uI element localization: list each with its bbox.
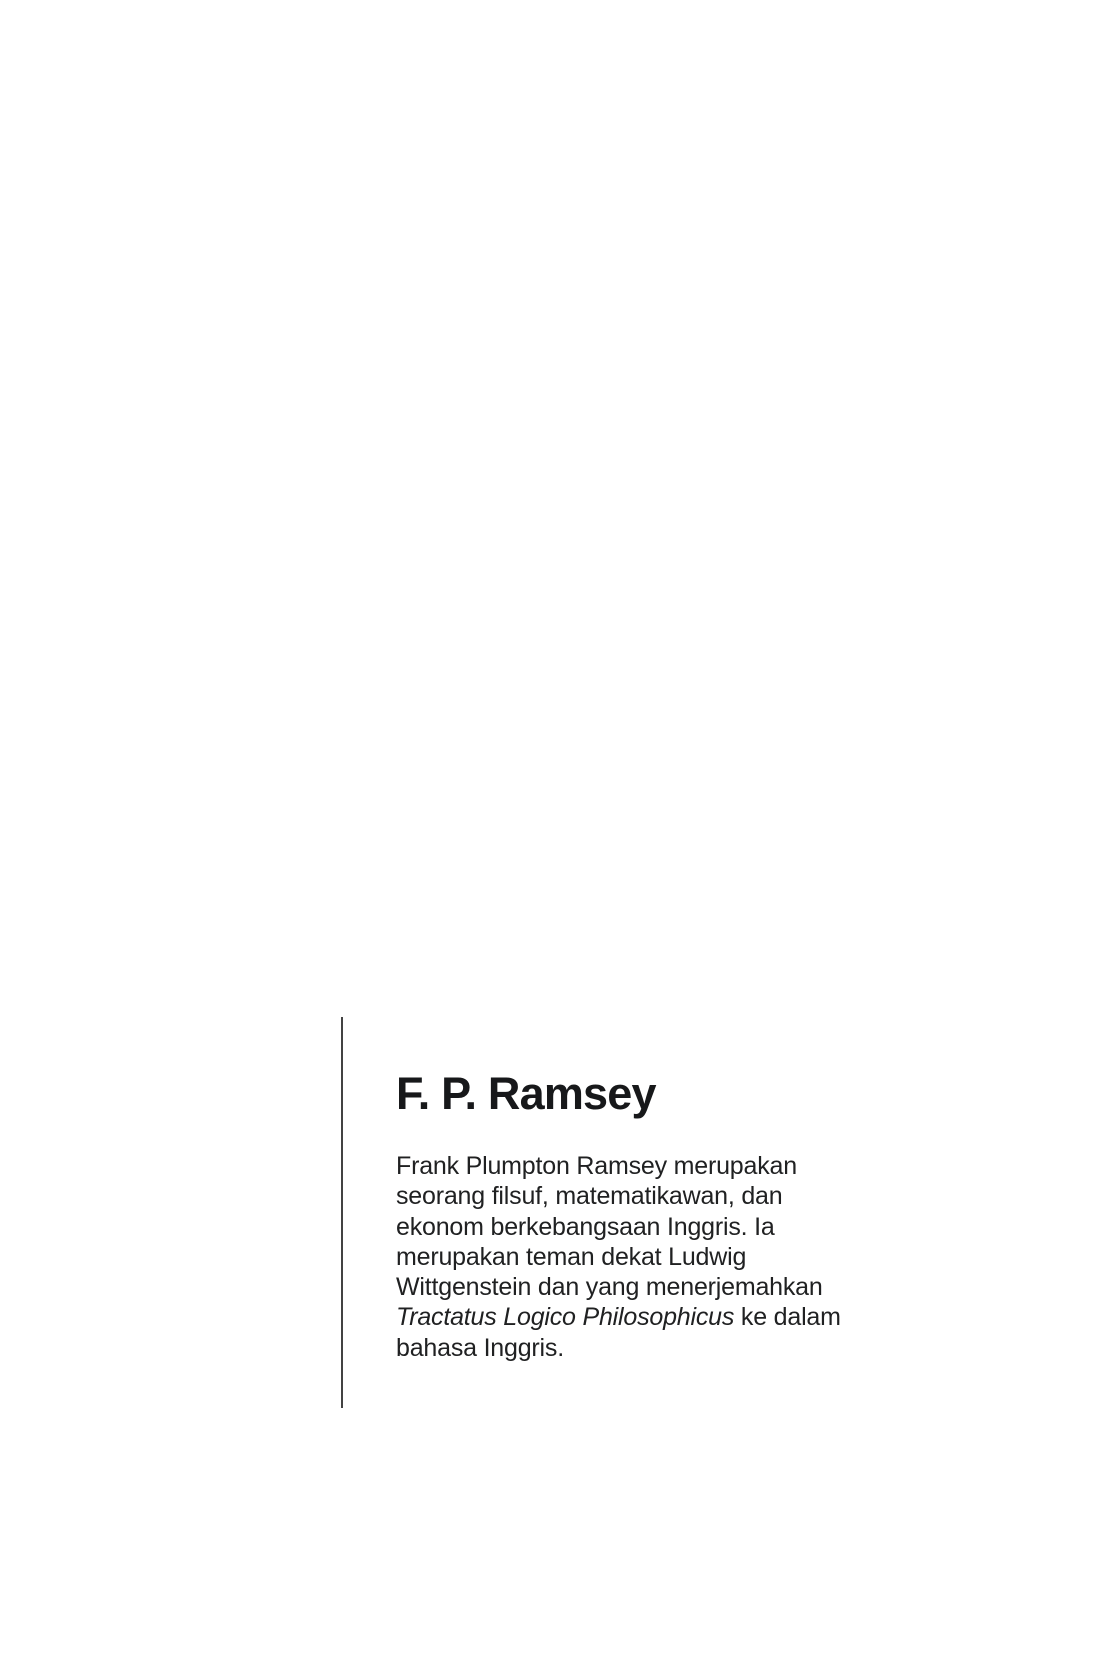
paragraph-line xyxy=(396,1242,886,1272)
paragraph-line xyxy=(396,1333,886,1363)
text-segment: Wittgenstein dan yang menerjemahkan xyxy=(396,1273,823,1302)
paragraph-line xyxy=(396,1212,886,1242)
text-segment: ekonom berkebangsaan Inggris. Ia xyxy=(396,1212,775,1241)
quote-rule xyxy=(341,1017,343,1408)
italic-book-title: Tractatus Logico Philosophicus xyxy=(396,1303,735,1332)
paragraph-line xyxy=(396,1181,886,1211)
article-card xyxy=(396,1070,886,1363)
text-segment: seorang filsuf, matematikawan, dan xyxy=(396,1182,783,1211)
article-paragraph xyxy=(396,1151,886,1363)
paragraph-line xyxy=(396,1302,886,1332)
paragraph-line xyxy=(396,1272,886,1302)
text-segment: ke dalam xyxy=(734,1303,841,1332)
paragraph-line xyxy=(396,1151,886,1181)
text-segment: merupakan teman dekat Ludwig xyxy=(396,1242,747,1271)
text-segment: Frank Plumpton Ramsey merupakan xyxy=(396,1152,797,1180)
article-title: F. P. Ramsey xyxy=(396,1068,656,1119)
text-segment: bahasa Inggris. xyxy=(396,1333,564,1362)
